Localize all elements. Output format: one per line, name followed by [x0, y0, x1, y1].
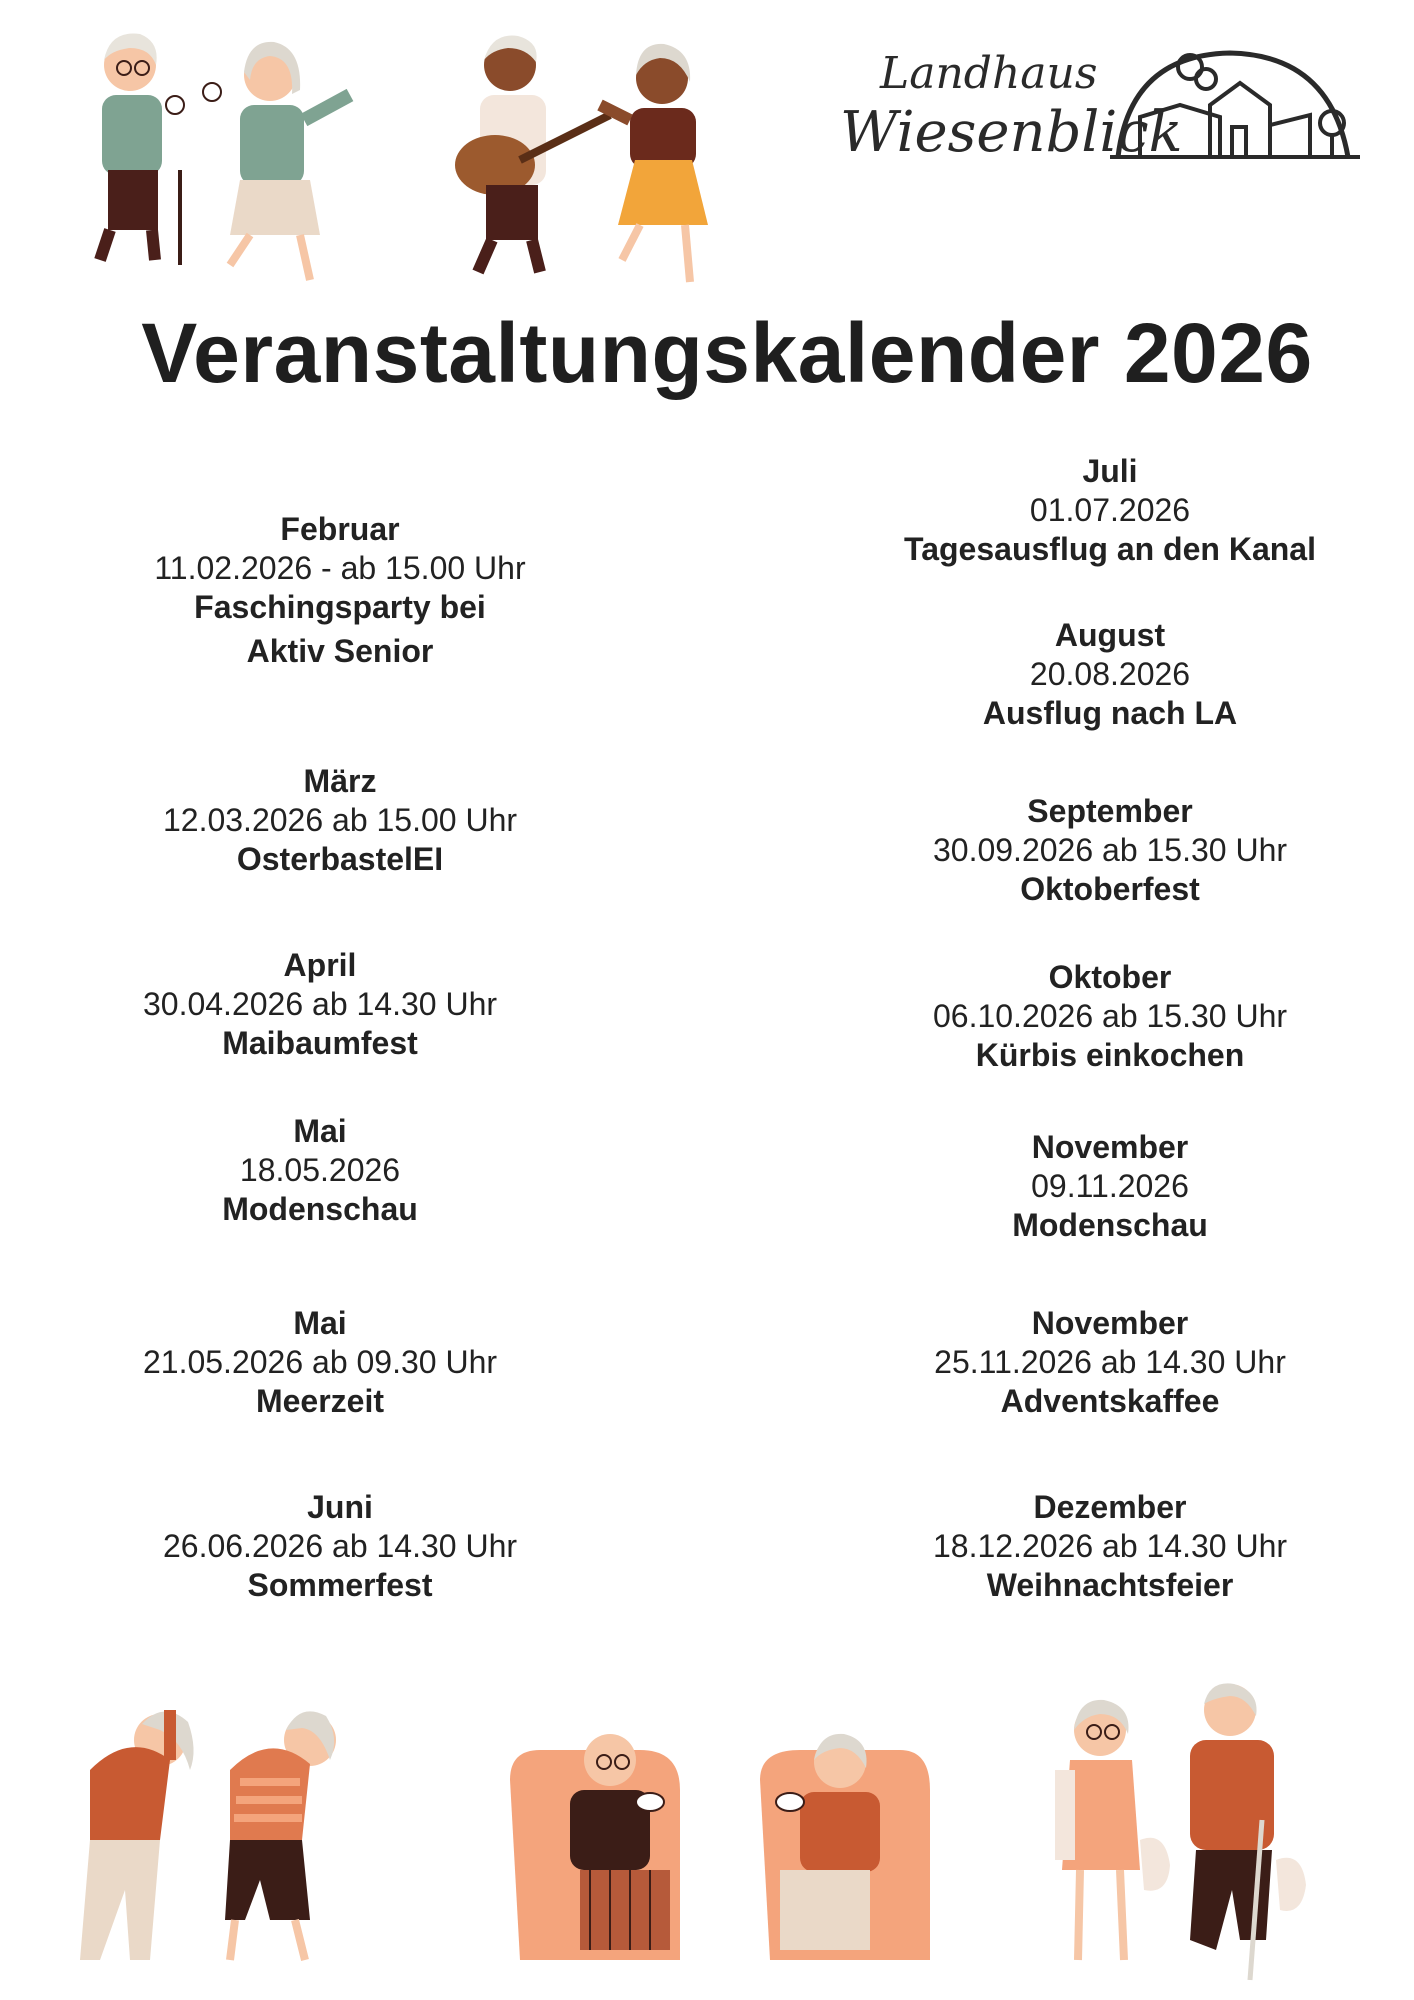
event-month: November [1031, 1129, 1189, 1165]
event-december [870, 1488, 1350, 1605]
seniors-walking-illustration [1040, 1680, 1340, 1990]
event-name: Kürbis einkochen [975, 1037, 1245, 1073]
seniors-tea-armchairs-illustration [500, 1720, 940, 1990]
page-title: Veranstaltungskalender 2026 [141, 306, 1313, 400]
event-date: 21.05.2026 ab 09.30 Uhr [142, 1344, 498, 1380]
event-november-2 [870, 1304, 1350, 1421]
event-date: 09.11.2026 [1031, 1168, 1189, 1204]
event-date: 18.05.2026 [239, 1152, 401, 1188]
event-name: Maibaumfest [222, 1025, 418, 1061]
seniors-guitar-dancing-illustration [440, 20, 740, 290]
event-date: 18.12.2026 ab 14.30 Uhr [932, 1528, 1288, 1564]
event-date: 12.03.2026 ab 15.00 Uhr [162, 802, 518, 838]
event-date: 20.08.2026 [1029, 656, 1191, 692]
event-april [90, 946, 550, 1063]
event-may-2 [90, 1304, 550, 1421]
event-month: Mai [293, 1305, 347, 1341]
event-month: Oktober [1048, 959, 1172, 995]
event-date: 06.10.2026 ab 15.30 Uhr [932, 998, 1288, 1034]
event-date: 11.02.2026 - ab 15.00 Uhr [154, 550, 526, 586]
event-october [870, 958, 1350, 1075]
event-name: Weihnachtsfeier [986, 1567, 1234, 1603]
brand-name-line1: Landhaus [880, 48, 1098, 99]
seniors-exercising-illustration [30, 1690, 360, 1990]
event-month: April [283, 947, 357, 983]
event-february [110, 510, 570, 671]
event-month: September [1027, 793, 1193, 829]
event-name: Modenschau [1012, 1207, 1208, 1243]
event-date: 30.09.2026 ab 15.30 Uhr [932, 832, 1288, 868]
event-date: 26.06.2026 ab 14.30 Uhr [162, 1528, 518, 1564]
event-month: Mai [293, 1113, 347, 1149]
event-date: 25.11.2026 ab 14.30 Uhr [934, 1344, 1286, 1380]
event-month: Februar [280, 511, 400, 547]
event-name-line2: Aktiv Senior [246, 633, 434, 669]
event-month: August [1054, 617, 1166, 653]
brand-name-line2: Wiesenblick [840, 100, 1183, 165]
event-september [870, 792, 1350, 909]
event-date: 30.04.2026 ab 14.30 Uhr [142, 986, 498, 1022]
event-march [110, 762, 570, 879]
event-date: 01.07.2026 [1029, 492, 1191, 528]
event-name: Modenschau [222, 1191, 418, 1227]
event-july [870, 452, 1350, 569]
event-name: Meerzeit [255, 1383, 385, 1419]
event-month: März [303, 763, 377, 799]
event-august [870, 616, 1350, 733]
event-name: Faschingsparty bei [194, 589, 486, 625]
event-november-1 [870, 1128, 1350, 1245]
event-name: Sommerfest [247, 1567, 433, 1603]
event-name: OsterbastelEI [236, 841, 444, 877]
event-name: Ausflug nach LA [982, 695, 1238, 731]
event-name: Tagesausflug an den Kanal [904, 531, 1316, 567]
event-month: Juni [307, 1489, 373, 1525]
event-june [110, 1488, 570, 1605]
event-month: November [1031, 1305, 1189, 1341]
event-may-1 [90, 1112, 550, 1229]
event-name: Adventskaffee [1000, 1383, 1220, 1419]
seniors-singing-illustration [60, 20, 360, 290]
event-month: Dezember [1033, 1489, 1187, 1525]
house-logo-icon [1110, 45, 1360, 165]
event-month: Juli [1082, 453, 1138, 489]
event-name: Oktoberfest [1020, 871, 1200, 907]
